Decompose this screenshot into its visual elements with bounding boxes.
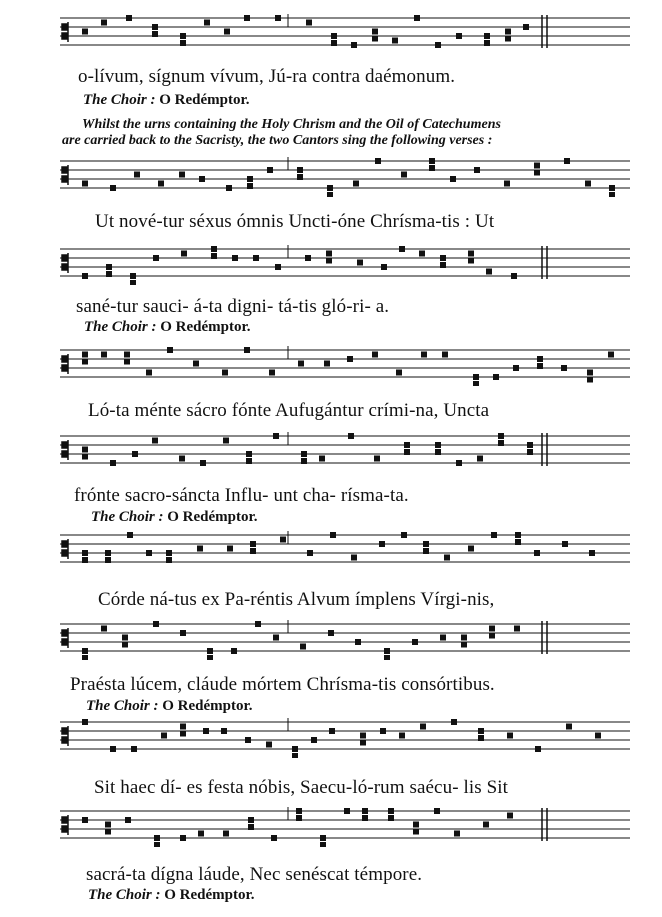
chant-staff-7 — [60, 620, 630, 660]
neume — [82, 447, 88, 453]
neume — [372, 36, 378, 42]
neume — [273, 635, 279, 641]
neume — [82, 29, 88, 35]
rubric-instruction — [62, 117, 662, 149]
neume — [527, 449, 533, 455]
neume — [384, 655, 390, 660]
neume — [130, 273, 136, 279]
neume — [211, 246, 217, 252]
neume — [180, 630, 186, 636]
neume — [595, 733, 601, 739]
neume — [166, 550, 172, 556]
neume — [231, 648, 237, 654]
neume — [515, 539, 521, 545]
neume — [401, 532, 407, 538]
neume — [125, 817, 131, 823]
neume — [131, 746, 137, 752]
neume — [401, 172, 407, 178]
neume — [82, 352, 88, 358]
neume — [82, 273, 88, 279]
lyric-line-1: o-lívum, sígnum vívum, Jú-ra contra daémonum. — [78, 66, 456, 87]
choir-response-text: O Redémptor. — [162, 698, 253, 714]
neume — [360, 733, 366, 739]
neume — [404, 449, 410, 455]
neume — [413, 822, 419, 828]
neume — [523, 24, 529, 30]
neume — [82, 817, 88, 823]
neume — [106, 271, 112, 277]
neume — [247, 176, 253, 182]
neume — [486, 269, 492, 275]
neume — [388, 815, 394, 821]
neume — [297, 174, 303, 180]
neume — [429, 158, 435, 164]
neume — [440, 262, 446, 268]
neume — [301, 451, 307, 457]
neume — [473, 381, 479, 386]
neume — [511, 273, 517, 279]
neume — [330, 532, 336, 538]
neume — [153, 621, 159, 627]
neume — [450, 176, 456, 182]
neume — [326, 258, 332, 264]
neume — [101, 626, 107, 632]
neume — [280, 537, 286, 543]
neume — [250, 541, 256, 547]
neume — [204, 20, 210, 26]
neume — [498, 440, 504, 446]
neume — [362, 815, 368, 821]
neume — [534, 170, 540, 176]
staff-svg — [60, 531, 630, 571]
neume — [266, 742, 272, 748]
neume — [344, 808, 350, 814]
neume — [245, 737, 251, 743]
neume — [154, 842, 160, 847]
neume — [82, 454, 88, 460]
neume — [440, 635, 446, 641]
neume — [527, 442, 533, 448]
neume — [306, 20, 312, 26]
neume — [198, 831, 204, 837]
neume — [534, 550, 540, 556]
neume — [146, 550, 152, 556]
neume — [468, 546, 474, 552]
neume — [423, 548, 429, 554]
neume — [207, 648, 213, 654]
neume — [110, 185, 116, 191]
neume — [478, 728, 484, 734]
neume — [435, 42, 441, 48]
chant-staff-2 — [60, 157, 630, 197]
neume — [442, 352, 448, 358]
neume — [331, 40, 337, 46]
neume — [456, 460, 462, 466]
choir-response-text: O Redémptor. — [159, 92, 250, 108]
neume — [246, 451, 252, 457]
neume — [247, 183, 253, 189]
neume — [105, 557, 111, 563]
neume — [562, 541, 568, 547]
neume — [327, 185, 333, 191]
lyric-line-8: Sit haec dí- es festa nóbis, Saecu-ló-rum saécu- lis Sit — [94, 777, 508, 798]
neume — [267, 167, 273, 173]
neume — [221, 728, 227, 734]
neume — [130, 280, 136, 285]
neume — [292, 746, 298, 752]
neume — [423, 541, 429, 547]
neume — [413, 829, 419, 835]
chant-staff-3 — [60, 245, 630, 285]
do-clef-icon — [62, 22, 68, 42]
neume — [587, 370, 593, 376]
neume — [351, 555, 357, 561]
neume — [161, 733, 167, 739]
neume — [101, 20, 107, 26]
neume — [537, 363, 543, 369]
neume — [305, 255, 311, 261]
neume — [392, 38, 398, 44]
do-clef-icon — [62, 354, 68, 374]
neume — [535, 746, 541, 752]
neume — [320, 842, 326, 847]
neume — [167, 347, 173, 353]
neume — [429, 165, 435, 171]
neume — [537, 356, 543, 362]
neume — [124, 352, 130, 358]
neume — [253, 255, 259, 261]
neume — [132, 451, 138, 457]
neume — [101, 352, 107, 358]
neume — [179, 456, 185, 462]
neume — [248, 824, 254, 830]
neume — [353, 181, 359, 187]
neume — [434, 808, 440, 814]
neume — [381, 264, 387, 270]
neume — [224, 29, 230, 35]
choir-response-text: O Redémptor. — [167, 509, 258, 525]
staff-svg — [60, 245, 630, 285]
neume — [362, 808, 368, 814]
neume — [484, 33, 490, 39]
neume — [255, 621, 261, 627]
neume — [372, 29, 378, 35]
lyric-line-2: Ut nové-tur séxus ómnis Uncti-óne Chrísma-tis : Ut — [95, 211, 495, 232]
neume — [404, 442, 410, 448]
neume — [324, 361, 330, 367]
do-clef-icon — [62, 539, 68, 559]
neume — [275, 15, 281, 21]
neume — [320, 835, 326, 841]
neume — [244, 347, 250, 353]
neume — [223, 438, 229, 444]
neume — [384, 648, 390, 654]
neume — [489, 626, 495, 632]
lyric-line-7: Praésta lúcem, cláude mórtem Chrísma-tis consórtibus. — [70, 674, 495, 695]
staff-svg — [60, 14, 630, 54]
neume — [454, 831, 460, 837]
neume — [105, 822, 111, 828]
neume — [105, 550, 111, 556]
do-clef-icon — [62, 253, 68, 273]
chant-staff-4 — [60, 346, 630, 386]
neume — [513, 365, 519, 371]
staff-svg — [60, 807, 630, 847]
choir-response-3 — [91, 509, 258, 526]
neume — [444, 555, 450, 561]
neume — [357, 260, 363, 266]
neume — [474, 167, 480, 173]
neume — [153, 255, 159, 261]
choir-label: The Choir : — [86, 698, 159, 714]
neume — [126, 15, 132, 21]
neume — [296, 808, 302, 814]
neume — [199, 176, 205, 182]
neume — [146, 370, 152, 376]
neume — [468, 251, 474, 257]
neume — [82, 557, 88, 563]
lyric-line-3: sané-tur sauci- á-ta digni- tá-tis gló-ri- a. — [76, 296, 390, 317]
neume — [158, 181, 164, 187]
neume — [275, 264, 281, 270]
neume — [491, 532, 497, 538]
neume — [399, 246, 405, 252]
neume — [609, 192, 615, 197]
neume — [360, 740, 366, 746]
neume — [197, 546, 203, 552]
neume — [211, 253, 217, 259]
do-clef-icon — [62, 165, 68, 185]
neume — [327, 192, 333, 197]
neume — [399, 733, 405, 739]
staff-svg — [60, 157, 630, 197]
neume — [179, 172, 185, 178]
neume — [203, 728, 209, 734]
neume — [106, 264, 112, 270]
staff-svg — [60, 718, 630, 758]
neume — [507, 733, 513, 739]
neume — [561, 365, 567, 371]
chant-staff-8 — [60, 718, 630, 758]
choir-label: The Choir : — [88, 887, 161, 903]
lyric-line-5: frónte sacro-sáncta Influ- unt cha- rísma-ta. — [74, 485, 409, 506]
neume — [207, 655, 213, 660]
neume — [152, 31, 158, 37]
neume — [564, 158, 570, 164]
neume — [329, 728, 335, 734]
do-clef-icon — [62, 815, 68, 835]
neume — [180, 33, 186, 39]
neume — [152, 438, 158, 444]
neume — [375, 158, 381, 164]
neume — [298, 361, 304, 367]
neume — [296, 815, 302, 821]
neume — [222, 370, 228, 376]
lyric-line-4: Ló-ta ménte sácro fónte Aufugántur crími-na, Uncta — [88, 400, 490, 421]
neume — [505, 36, 511, 42]
neume — [180, 724, 186, 730]
neume — [380, 728, 386, 734]
do-clef-icon — [62, 726, 68, 746]
neume — [193, 361, 199, 367]
neume — [110, 460, 116, 466]
neume — [585, 181, 591, 187]
neume — [166, 557, 172, 563]
neume — [82, 181, 88, 187]
chant-staff-9 — [60, 807, 630, 847]
choir-label: The Choir : — [84, 319, 157, 335]
staff-svg — [60, 620, 630, 660]
neume — [507, 813, 513, 819]
choir-response-5 — [88, 887, 255, 904]
neume — [493, 374, 499, 380]
neume — [608, 352, 614, 358]
neume — [419, 251, 425, 257]
neume — [180, 40, 186, 46]
neume — [180, 731, 186, 737]
choir-response-text: O Redémptor. — [164, 887, 255, 903]
neume — [180, 835, 186, 841]
neume — [355, 639, 361, 645]
neume — [374, 456, 380, 462]
choir-label: The Choir : — [91, 509, 164, 525]
neume — [82, 719, 88, 725]
neume — [134, 172, 140, 178]
neume — [124, 359, 130, 365]
neume — [589, 550, 595, 556]
neume — [226, 185, 232, 191]
neume — [319, 456, 325, 462]
neume — [347, 356, 353, 362]
neume — [451, 719, 457, 725]
neume — [587, 377, 593, 383]
neume — [514, 626, 520, 632]
neume — [348, 433, 354, 439]
neume — [396, 370, 402, 376]
neume — [300, 644, 306, 650]
rubric-line-1: Whilst the urns containing the Holy Chrism and the Oil of Catechumens — [82, 117, 501, 132]
neume — [122, 642, 128, 648]
neume — [461, 642, 467, 648]
neume — [250, 548, 256, 554]
neume — [82, 648, 88, 654]
neume — [328, 630, 334, 636]
neume — [82, 359, 88, 365]
neume — [435, 442, 441, 448]
neume — [154, 835, 160, 841]
neume — [297, 167, 303, 173]
neume — [484, 40, 490, 46]
neume — [534, 163, 540, 169]
neume — [388, 808, 394, 814]
staff-svg — [60, 346, 630, 386]
neume — [498, 433, 504, 439]
neume — [505, 29, 511, 35]
neume — [478, 735, 484, 741]
neume — [372, 352, 378, 358]
neume — [412, 639, 418, 645]
neume — [105, 829, 111, 835]
neume — [232, 255, 238, 261]
staff-svg — [60, 432, 630, 472]
choir-label: The Choir : — [83, 92, 156, 108]
neume — [461, 635, 467, 641]
neume — [307, 550, 313, 556]
neume — [468, 258, 474, 264]
neume — [152, 24, 158, 30]
neume — [244, 15, 250, 21]
neume — [82, 550, 88, 556]
neume — [504, 181, 510, 187]
neume — [566, 724, 572, 730]
neume — [122, 635, 128, 641]
neume — [223, 831, 229, 837]
neume — [82, 655, 88, 660]
neume — [127, 532, 133, 538]
neume — [248, 817, 254, 823]
neume — [483, 822, 489, 828]
neume — [456, 33, 462, 39]
choir-response-4 — [86, 698, 253, 715]
lyric-line-9: sacrá-ta dígna láude, Nec senéscat témpore. — [86, 864, 423, 885]
neume — [414, 15, 420, 21]
do-clef-icon — [62, 628, 68, 648]
neume — [311, 737, 317, 743]
choir-response-1 — [83, 92, 250, 109]
neume — [379, 541, 385, 547]
neume — [609, 185, 615, 191]
neume — [292, 753, 298, 758]
neume — [326, 251, 332, 257]
neume — [477, 456, 483, 462]
neume — [420, 724, 426, 730]
choir-response-text: O Redémptor. — [160, 319, 251, 335]
neume — [473, 374, 479, 380]
neume — [227, 546, 233, 552]
neume — [246, 458, 252, 464]
neume — [515, 532, 521, 538]
neume — [181, 251, 187, 257]
chant-staff-6 — [60, 531, 630, 571]
neume — [200, 460, 206, 466]
chant-staff-5 — [60, 432, 630, 472]
neume — [331, 33, 337, 39]
neume — [489, 633, 495, 639]
neume — [271, 835, 277, 841]
do-clef-icon — [62, 440, 68, 460]
neume — [269, 370, 275, 376]
neume — [435, 449, 441, 455]
neume — [110, 746, 116, 752]
chant-staff-1 — [60, 14, 630, 54]
neume — [273, 433, 279, 439]
neume — [351, 42, 357, 48]
lyric-line-6: Córde ná-tus ex Pa-réntis Alvum ímplens Vírgi-nis, — [98, 589, 495, 610]
rubric-line-2: are carried back to the Sacristy, the two Cantors sing the following verses : — [62, 133, 493, 148]
neume — [440, 255, 446, 261]
neume — [301, 458, 307, 464]
neume — [421, 352, 427, 358]
choir-response-2 — [84, 319, 251, 336]
